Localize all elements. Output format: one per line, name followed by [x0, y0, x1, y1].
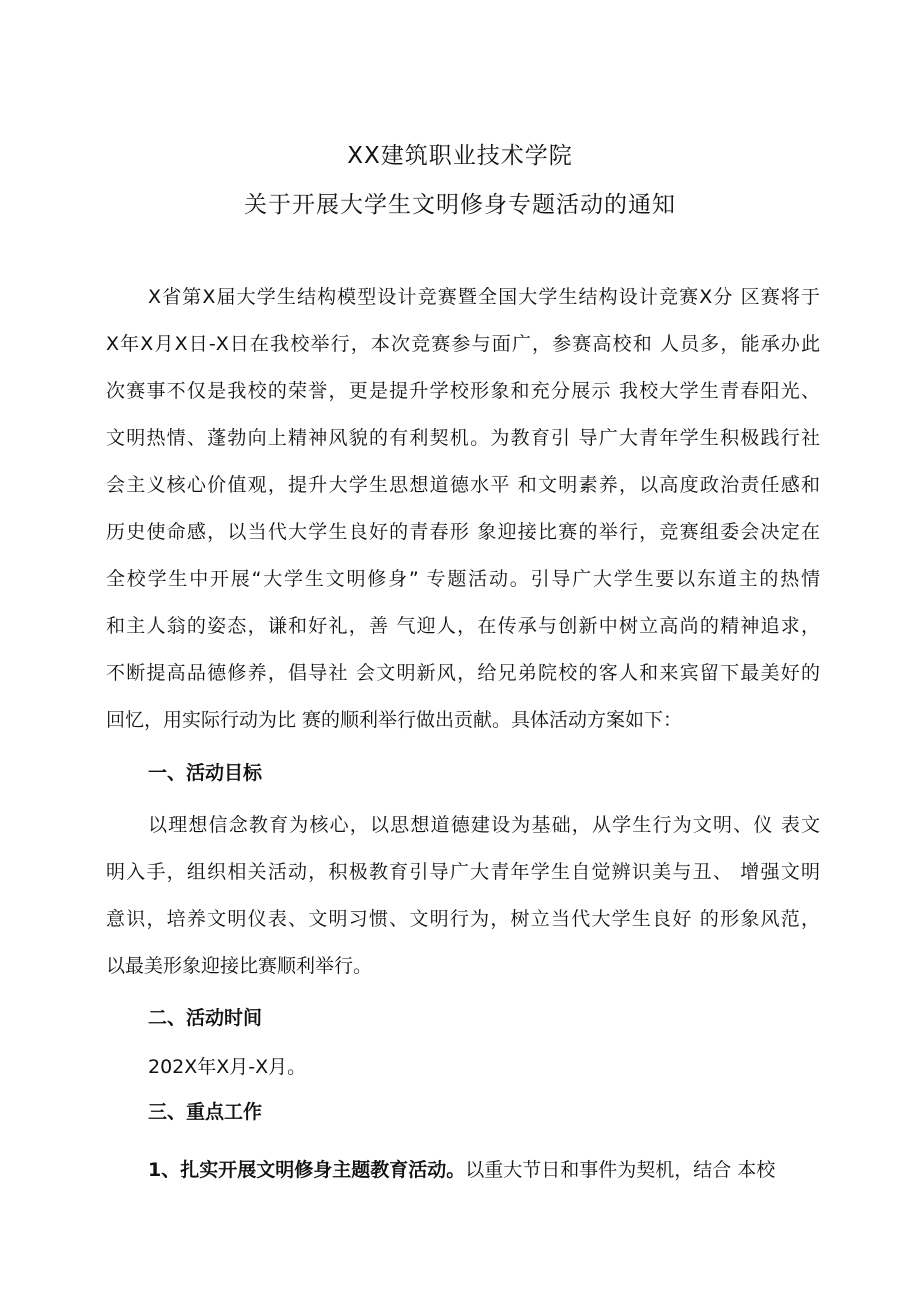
document-title-notice: 关于开展大学生文明修身专题活动的通知: [244, 192, 676, 218]
goals-paragraph-line: 以理想信念教育为核心，以思想道德建设为基础，从学生行为文明、仪 表文: [148, 814, 820, 836]
intro-paragraph-line: 全校学生中开展“大学生文明修身” 专题活动。引导广大学生要以东道主的热情: [106, 568, 820, 590]
key-work-item-1: [148, 1157, 820, 1183]
goals-paragraph-line: 意识，培养文明仪表、文明习惯、文明行为，树立当代大学生良好 的形象风范，: [106, 908, 820, 930]
section-heading-time: 二、活动时间: [148, 1007, 263, 1029]
goals-paragraph-line: 以最美形象迎接比赛顺利举行。: [106, 955, 373, 977]
intro-paragraph-line: 不断提高品德修养，倡导社 会文明新风，给兄弟院校的客人和来宾留下最美好的: [106, 662, 820, 684]
intro-paragraph-line: 和主人翁的姿态，谦和好礼，善 气迎人，在传承与创新中树立高尚的精神追求，: [106, 615, 820, 637]
intro-paragraph-line: 回忆，用实际行动为比 赛的顺利举行做出贡献。具体活动方案如下：: [106, 709, 683, 731]
key-work-item-1-text: 以重大节日和事件为契机，结合 本校: [465, 1159, 776, 1181]
goals-paragraph-line: 明入手，组织相关活动，积极教育引导广大青年学生自觉辨识美与丑、 增强文明: [106, 861, 820, 883]
document-title-school: XX建筑职业技术学院: [347, 143, 573, 169]
intro-paragraph-line: 会主义核心价值观，提升大学生思想道德水平 和文明素养，以高度政治责任感和: [106, 474, 820, 496]
intro-paragraph-line: 次赛事不仅是我校的荣誉，更是提升学校形象和充分展示 我校大学生青春阳光、: [106, 380, 820, 402]
intro-paragraph-line: X年X月X日-X日在我校举行，本次竞赛参与面广，参赛高校和 人员多，能承办此: [106, 333, 820, 355]
intro-paragraph-line: 历史使命感，以当代大学生良好的青春形 象迎接比赛的举行，竞赛组委会决定在: [106, 521, 820, 543]
intro-paragraph-line: X省第X届大学生结构模型设计竞赛暨全国大学生结构设计竞赛X分 区赛将于: [148, 286, 820, 308]
section-heading-goals: 一、活动目标: [148, 762, 263, 784]
section-heading-key-work: 三、重点工作: [148, 1101, 263, 1123]
key-work-item-1-title: 1、扎实开展文明修身主题教育活动。: [148, 1159, 466, 1181]
activity-time-text: 202X年X月-X月。: [148, 1056, 307, 1078]
intro-paragraph-line: 文明热情、蓬勃向上精神风貌的有利契机。为教育引 导广大青年学生积极践行社: [106, 427, 820, 449]
